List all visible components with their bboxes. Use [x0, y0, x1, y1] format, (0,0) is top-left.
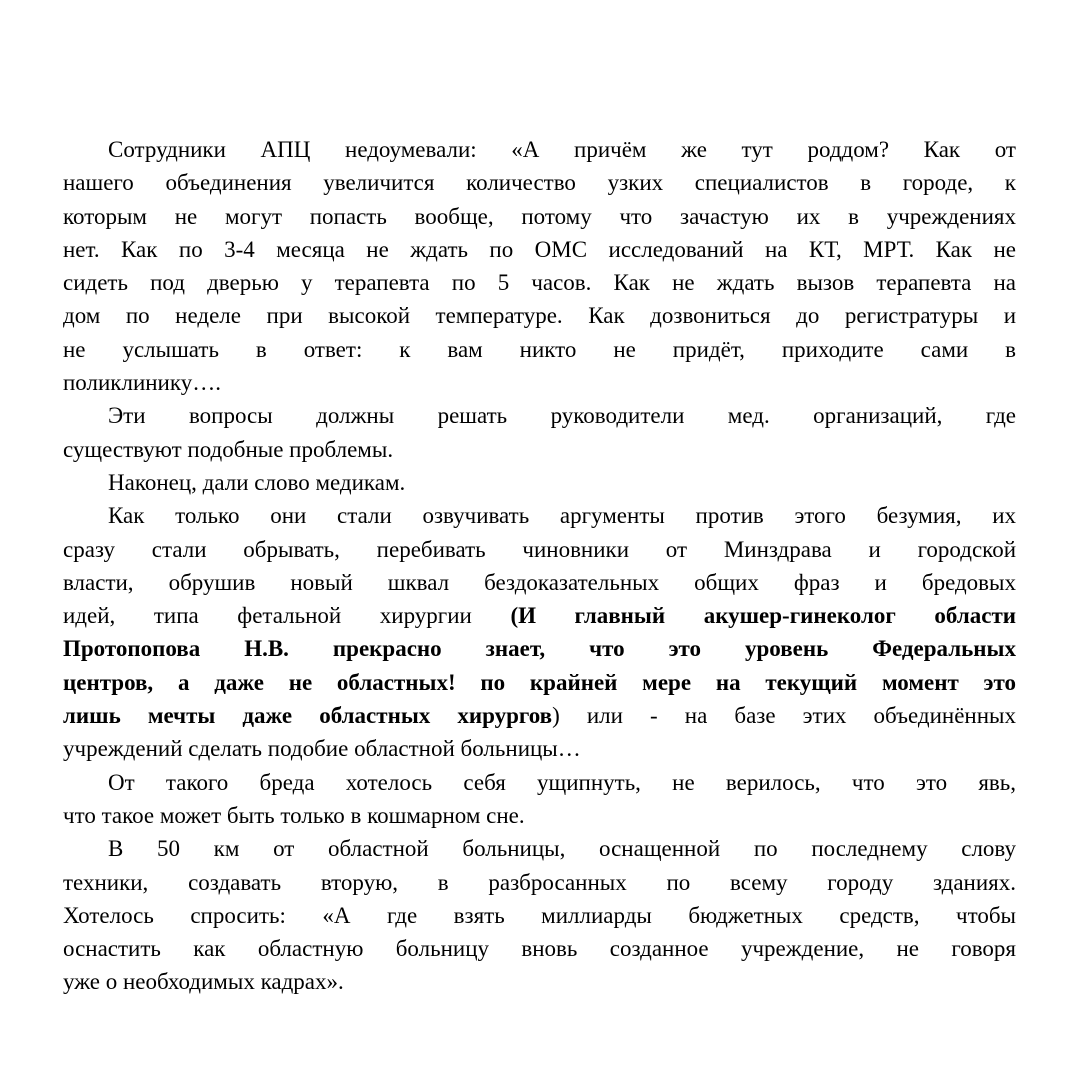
- text-segment: поликлинику….: [63, 370, 221, 396]
- text-segment: что такое может быть только в кошмарном сне.: [63, 802, 525, 828]
- paragraph-3: [63, 466, 1016, 499]
- text-segment: сидеть под дверью у терапевта по 5 часов. Как не ждать вызов терапевта на: [63, 270, 1016, 296]
- text-segment: Хотелось спросить: «А где взять миллиарды бюджетных средств, чтобы: [63, 902, 1016, 928]
- text-segment: не услышать в ответ: к вам никто не придёт, приходите сами в: [63, 336, 1016, 362]
- text-segment: оснастить как областную больницу вновь созданное учреждение, не говоря: [63, 936, 1016, 962]
- text-line: [63, 133, 1016, 166]
- text-line: [63, 333, 1016, 366]
- text-segment: ) или - на базе этих объединённых: [552, 703, 1016, 729]
- text-segment: нет. Как по 3-4 месяца не ждать по ОМС исследований на КТ, МРТ. Как не: [63, 236, 1016, 262]
- text-line: [63, 899, 1016, 932]
- text-line: [63, 766, 1016, 799]
- text-segment: техники, создавать вторую, в разбросанных по всему городу зданиях.: [63, 869, 1016, 895]
- text-line: [63, 666, 1016, 699]
- text-segment: дом по неделе при высокой температуре. Как дозвониться до регистратуры и: [63, 303, 1016, 329]
- text-segment: Сотрудники АПЦ недоумевали: «А причём же тут роддом? Как от: [108, 137, 1016, 162]
- text-line: [63, 399, 1016, 432]
- bold-text-segment: (И главный акушер-гинеколог области: [510, 603, 1016, 629]
- text-line: [63, 499, 1016, 532]
- text-line: [63, 166, 1016, 199]
- text-line: [63, 533, 1016, 566]
- text-line: [63, 299, 1016, 332]
- text-segment: Как только они стали озвучивать аргументы против этого безумия, их: [108, 503, 1016, 529]
- text-segment: В 50 км от областной больницы, оснащенной по последнему слову: [108, 836, 1016, 862]
- text-segment: уже о необходимых кадрах».: [63, 969, 344, 995]
- paragraph-4: [63, 499, 1016, 765]
- text-line: [63, 566, 1016, 599]
- text-line: [63, 932, 1016, 965]
- text-segment: власти, обрушив новый шквал бездоказательных общих фраз и бредовых: [63, 569, 1016, 595]
- text-line: [63, 699, 1016, 732]
- text-line: [63, 832, 1016, 865]
- paragraph-2: [63, 399, 1016, 466]
- text-line: [63, 632, 1016, 665]
- text-segment: сразу стали обрывать, перебивать чиновники от Минздрава и городской: [63, 536, 1016, 562]
- document-text: [63, 133, 1016, 999]
- bold-text-segment: лишь мечты даже областных хирургов: [63, 703, 553, 729]
- text-line: [63, 799, 1016, 832]
- text-line: [63, 466, 1016, 499]
- text-segment: существуют подобные проблемы.: [63, 436, 394, 462]
- text-line: [63, 866, 1016, 899]
- bold-text-segment: центров, а даже не областных! по крайней мере на текущий момент это: [63, 669, 1016, 695]
- bold-text-segment: Протопопова Н.В. прекрасно знает, что это уровень Федеральных: [63, 636, 1016, 662]
- text-line: [63, 965, 1016, 998]
- text-line: [63, 599, 1016, 632]
- text-segment: нашего объединения увеличится количество узких специалистов в городе, к: [63, 170, 1016, 196]
- text-segment: От такого бреда хотелось себя ущипнуть, не верилось, что это явь,: [108, 769, 1016, 795]
- text-line: [63, 233, 1016, 266]
- text-segment: которым не могут попасть вообще, потому что зачастую их в учреждениях: [63, 203, 1016, 229]
- text-line: [63, 266, 1016, 299]
- text-segment: Эти вопросы должны решать руководители мед. организаций, где: [108, 403, 1016, 429]
- text-line: [63, 366, 1016, 399]
- text-segment: учреждений сделать подобие областной больницы…: [63, 736, 581, 762]
- text-line: [63, 732, 1016, 765]
- paragraph-5: [63, 766, 1016, 833]
- paragraph-1: [63, 133, 1016, 399]
- text-line: [63, 433, 1016, 466]
- text-line: [63, 200, 1016, 233]
- paragraph-6: [63, 832, 1016, 998]
- text-segment: идей, типа фетальной хирургии: [63, 603, 511, 629]
- text-segment: Наконец, дали слово медикам.: [108, 469, 406, 495]
